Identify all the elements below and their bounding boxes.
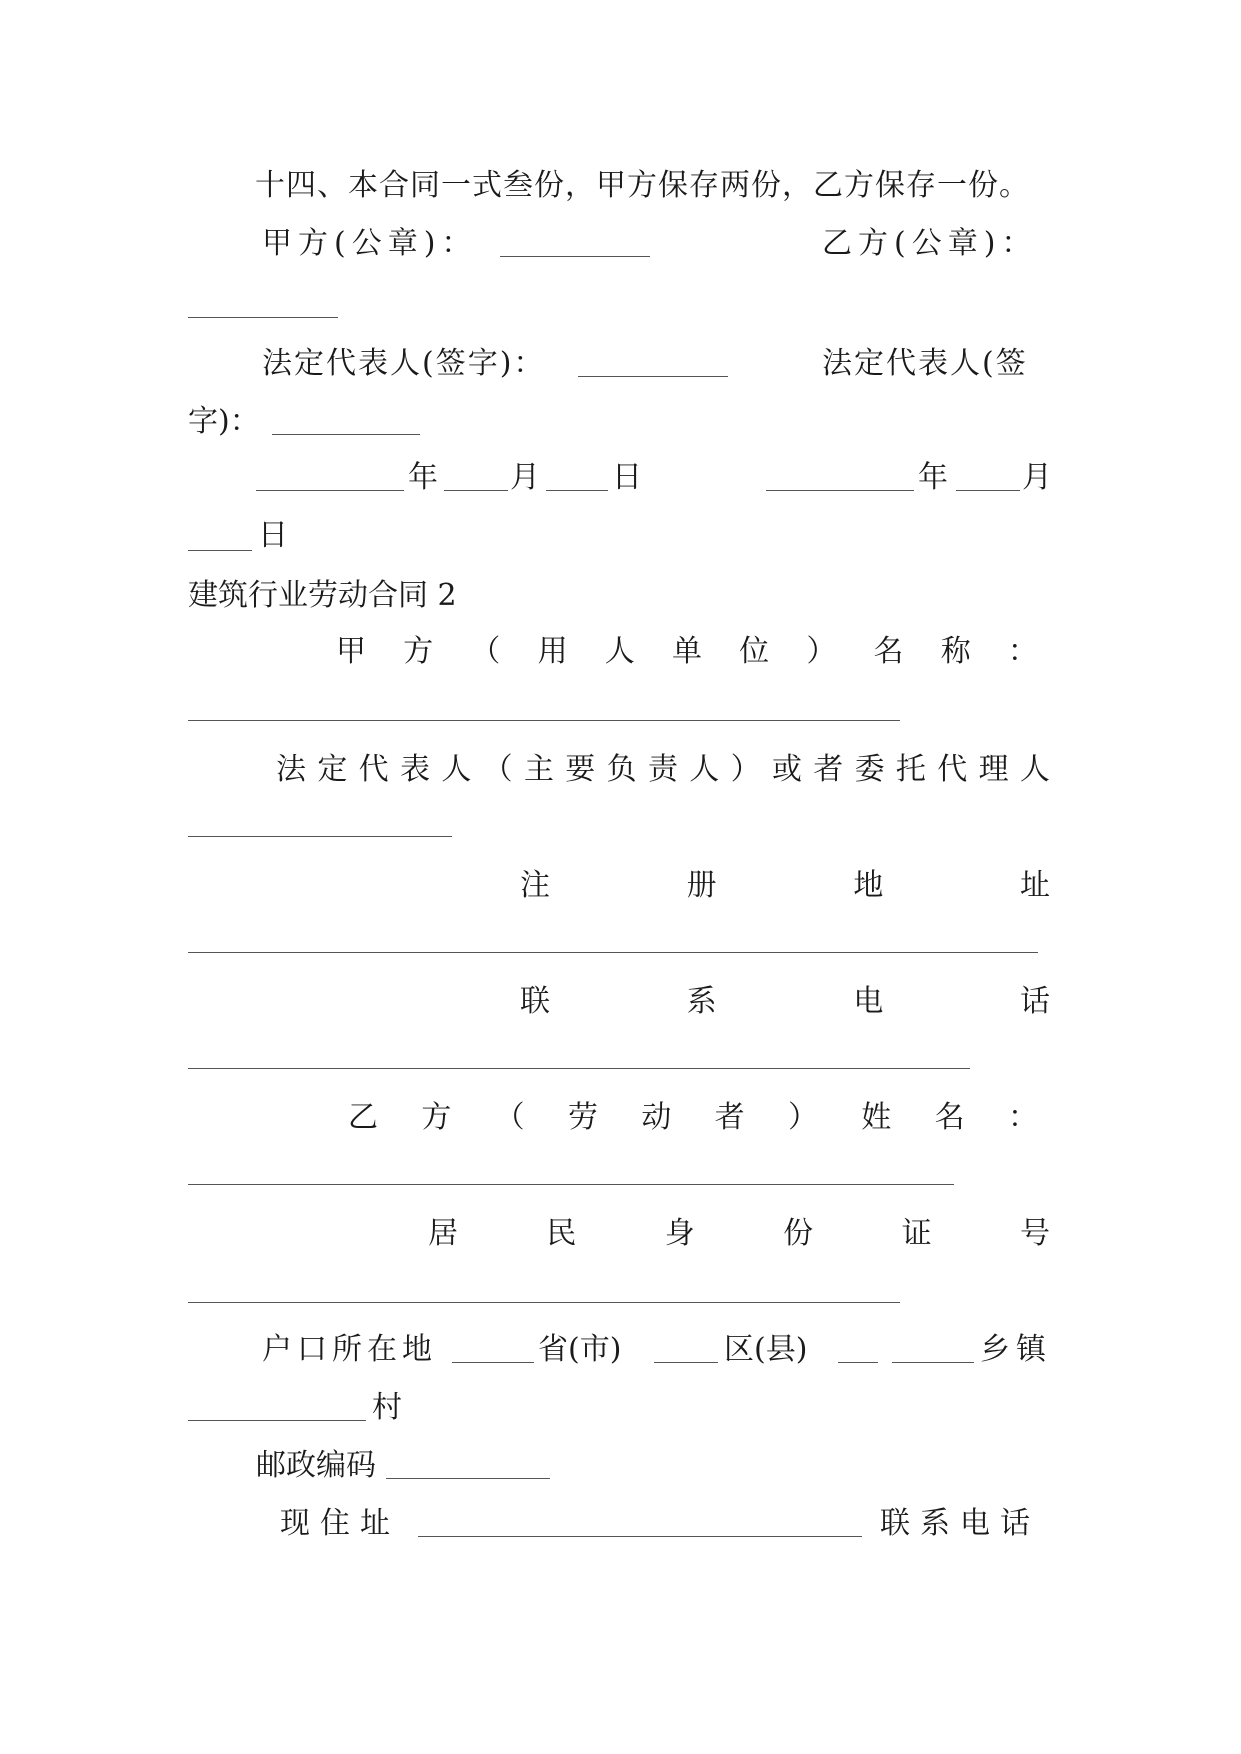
- char: 姓: [861, 1100, 892, 1135]
- household-village-blank[interactable]: [188, 1390, 366, 1421]
- household-district: 区(县): [724, 1332, 808, 1367]
- char: 乙: [348, 1100, 378, 1135]
- char: 定: [317, 752, 348, 787]
- date-a-year: 年: [408, 460, 438, 495]
- char: 号: [1019, 1216, 1050, 1251]
- sig-rep-a-blank[interactable]: [578, 346, 728, 377]
- phone-label: [520, 980, 1050, 1024]
- char: 负: [606, 752, 637, 787]
- postal-code-label: 邮政编码: [256, 1448, 376, 1483]
- char: ：: [1007, 634, 1038, 669]
- char: 委: [854, 752, 885, 787]
- household-province: 省(市): [538, 1332, 622, 1367]
- char: 动: [641, 1100, 672, 1135]
- household-village: 村: [372, 1390, 402, 1425]
- date-b-year: 年: [918, 460, 948, 495]
- household-label: 户口所在地: [262, 1332, 437, 1367]
- sig-party-b-label: 乙方(公章)：: [822, 226, 1038, 261]
- date-a-day: 日: [612, 460, 642, 495]
- char: （: [494, 1100, 525, 1135]
- party-b-name-label: [348, 1096, 1038, 1140]
- date-b-year-blank[interactable]: [766, 460, 914, 491]
- sig-rep-b-blank[interactable]: [272, 404, 420, 435]
- id-number-blank[interactable]: [188, 1272, 900, 1303]
- char: 单: [671, 634, 702, 669]
- char: 理: [978, 752, 1009, 787]
- char: 代: [358, 752, 389, 787]
- char: 话: [1019, 984, 1050, 1019]
- char: 法: [276, 752, 306, 787]
- char: 人: [689, 752, 720, 787]
- char: 民: [546, 1216, 577, 1251]
- char: 用: [537, 634, 568, 669]
- reg-address-label: [520, 864, 1050, 908]
- current-address-blank[interactable]: [418, 1506, 862, 1537]
- char: 册: [686, 868, 717, 903]
- char: 方: [421, 1100, 452, 1135]
- date-b-month: 月: [1022, 460, 1052, 495]
- household-town-blank-2[interactable]: [892, 1332, 974, 1363]
- char: 系: [686, 984, 717, 1019]
- reg-address-blank[interactable]: [188, 922, 1038, 953]
- sig-rep-b-label-cont: 字)：: [188, 404, 260, 439]
- char: 居: [428, 1216, 458, 1251]
- char: 要: [565, 752, 596, 787]
- char: 甲: [336, 634, 366, 669]
- char: 人: [441, 752, 472, 787]
- char: 主: [523, 752, 554, 787]
- current-address-label: 现住址: [280, 1506, 400, 1541]
- legal-rep-label: [276, 748, 1050, 792]
- char: 托: [895, 752, 926, 787]
- char: 者: [714, 1100, 745, 1135]
- char: 址: [1019, 868, 1050, 903]
- sig-rep-b-label: 法定代表人(签: [822, 346, 1028, 381]
- char: 份: [783, 1216, 814, 1251]
- sig-rep-a-label: 法定代表人(签字)：: [262, 346, 546, 381]
- char: 人: [604, 634, 635, 669]
- char: （: [470, 634, 501, 669]
- char: 方: [403, 634, 434, 669]
- char: 位: [739, 634, 770, 669]
- char: ：: [1007, 1100, 1038, 1135]
- date-a-day-blank[interactable]: [546, 460, 608, 491]
- date-a-month-blank[interactable]: [444, 460, 508, 491]
- household-town-blank-1[interactable]: [838, 1332, 878, 1363]
- char: 代: [937, 752, 968, 787]
- postal-code-blank[interactable]: [386, 1448, 550, 1479]
- char: 电: [853, 984, 884, 1019]
- char: ）: [787, 1100, 818, 1135]
- sig-party-a-label: 甲方(公章)：: [262, 226, 478, 261]
- char: ）: [806, 634, 837, 669]
- household-town: 乡镇: [980, 1332, 1052, 1367]
- date-a-month: 月: [510, 460, 540, 495]
- contract2-title: 建筑行业劳动合同 2: [188, 578, 457, 613]
- char: 注: [520, 868, 550, 903]
- phone-blank[interactable]: [188, 1038, 970, 1069]
- char: 表: [399, 752, 430, 787]
- id-number-label: [428, 1212, 1050, 1256]
- household-district-blank[interactable]: [654, 1332, 718, 1363]
- char: 联: [520, 984, 550, 1019]
- contact-phone-label: 联系电话: [880, 1506, 1040, 1541]
- party-b-name-blank[interactable]: [188, 1154, 954, 1185]
- sig-party-b-blank[interactable]: [188, 287, 338, 318]
- char: 名: [934, 1100, 965, 1135]
- clause-14: 十四、本合同一式叁份，甲方保存两份，乙方保存一份。: [255, 168, 1030, 203]
- date-b-month-blank[interactable]: [956, 460, 1020, 491]
- date-a-year-blank[interactable]: [256, 460, 404, 491]
- char: 责: [647, 752, 678, 787]
- household-province-blank[interactable]: [452, 1332, 534, 1363]
- sig-party-a-blank[interactable]: [500, 226, 650, 257]
- char: 者: [813, 752, 844, 787]
- char: 或: [771, 752, 802, 787]
- char: 证: [901, 1216, 932, 1251]
- char: 人: [1019, 752, 1050, 787]
- date-b-day: 日: [258, 518, 288, 553]
- legal-rep-blank[interactable]: [188, 806, 452, 837]
- char: 称: [940, 634, 971, 669]
- char: 地: [853, 868, 884, 903]
- char: 身: [664, 1216, 695, 1251]
- char: 劳: [567, 1100, 598, 1135]
- char: ）: [730, 752, 761, 787]
- party-a-name-label: [336, 630, 1038, 674]
- char: 名: [873, 634, 904, 669]
- char: （: [482, 752, 513, 787]
- party-a-name-blank[interactable]: [188, 690, 900, 721]
- date-b-day-blank[interactable]: [188, 520, 252, 551]
